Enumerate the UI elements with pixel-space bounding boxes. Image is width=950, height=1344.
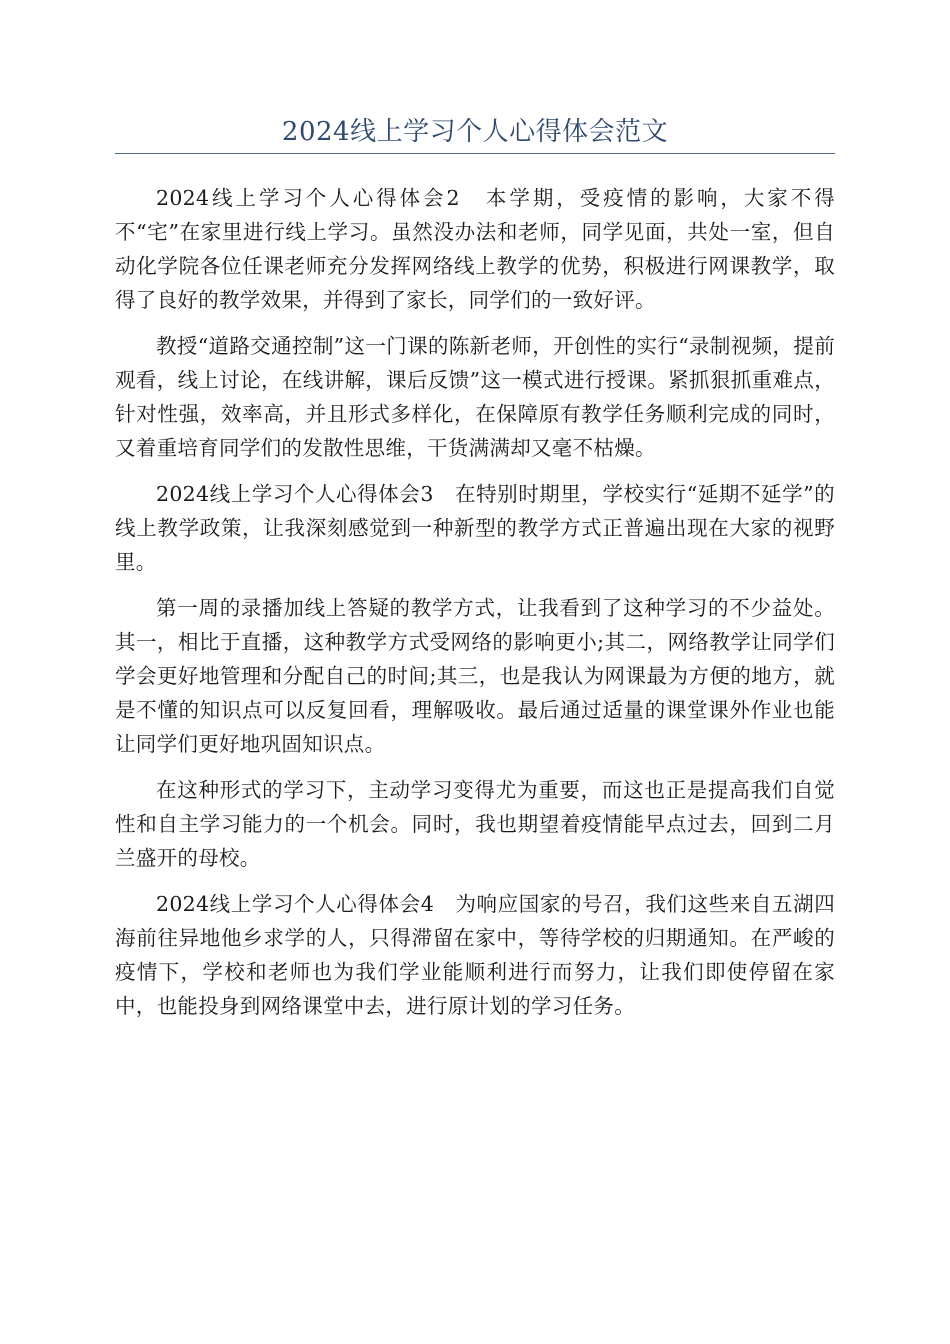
document-title: 2024线上学习个人心得体会范文 [281, 117, 669, 147]
title-underline [115, 153, 835, 154]
paragraph-5: 在这种形式的学习下，主动学习变得尤为重要，而这也正是提高我们自觉性和自主学习能力的一个机会。同时，我也期望着疫情能早点过去，回到二月兰盛开的母校。 [115, 778, 835, 870]
paragraph-6: 2024线上学习个人心得体会4 为响应国家的号召，我们这些来自五湖四海前往异地他乡求学的人，只得滞留在家中，等待学校的归期通知。在严峻的疫情下，学校和老师也为我们学业能顺利进行而努力，让我们即使停留在家中，也能投身到网络课堂中去，进行原计划的学习任务。 [115, 892, 835, 1018]
paragraph-1: 2024线上学习个人心得体会2 本学期，受疫情的影响，大家不得不“宅”在家里进行线上学习。虽然没办法和老师，同学见面，共处一室，但自动化学院各位任课老师充分发挥网络线上教学的优势，积极进行网课教学，取得了良好的教学效果，并得到了家长，同学们的一致好评。 [115, 186, 835, 312]
paragraph-3: 2024线上学习个人心得体会3 在特别时期里，学校实行“延期不延学”的线上教学政策，让我深刻感觉到一种新型的教学方式正普遍出现在大家的视野里。 [115, 482, 835, 574]
document-body [115, 181, 835, 1035]
paragraph-2: 教授“道路交通控制”这一门课的陈新老师，开创性的实行“录制视频，提前观看，线上讨论，在线讲解，课后反馈”这一模式进行授课。紧抓狠抓重难点，针对性强，效率高，并且形式多样化，在保障原有教学任务顺利完成的同时，又着重培育同学们的发散性思维，干货满满却又毫不枯燥。 [115, 334, 835, 460]
paragraph-4: 第一周的录播加线上答疑的教学方式，让我看到了这种学习的不少益处。其一，相比于直播，这种教学方式受网络的影响更小;其二，网络教学让同学们学会更好地管理和分配自己的时间;其三，也是我认为网课最为方便的地方，就是不懂的知识点可以反复回看，理解吸收。最后通过适量的课堂课外作业也能让同学们更好地巩固知识点。 [115, 596, 835, 756]
